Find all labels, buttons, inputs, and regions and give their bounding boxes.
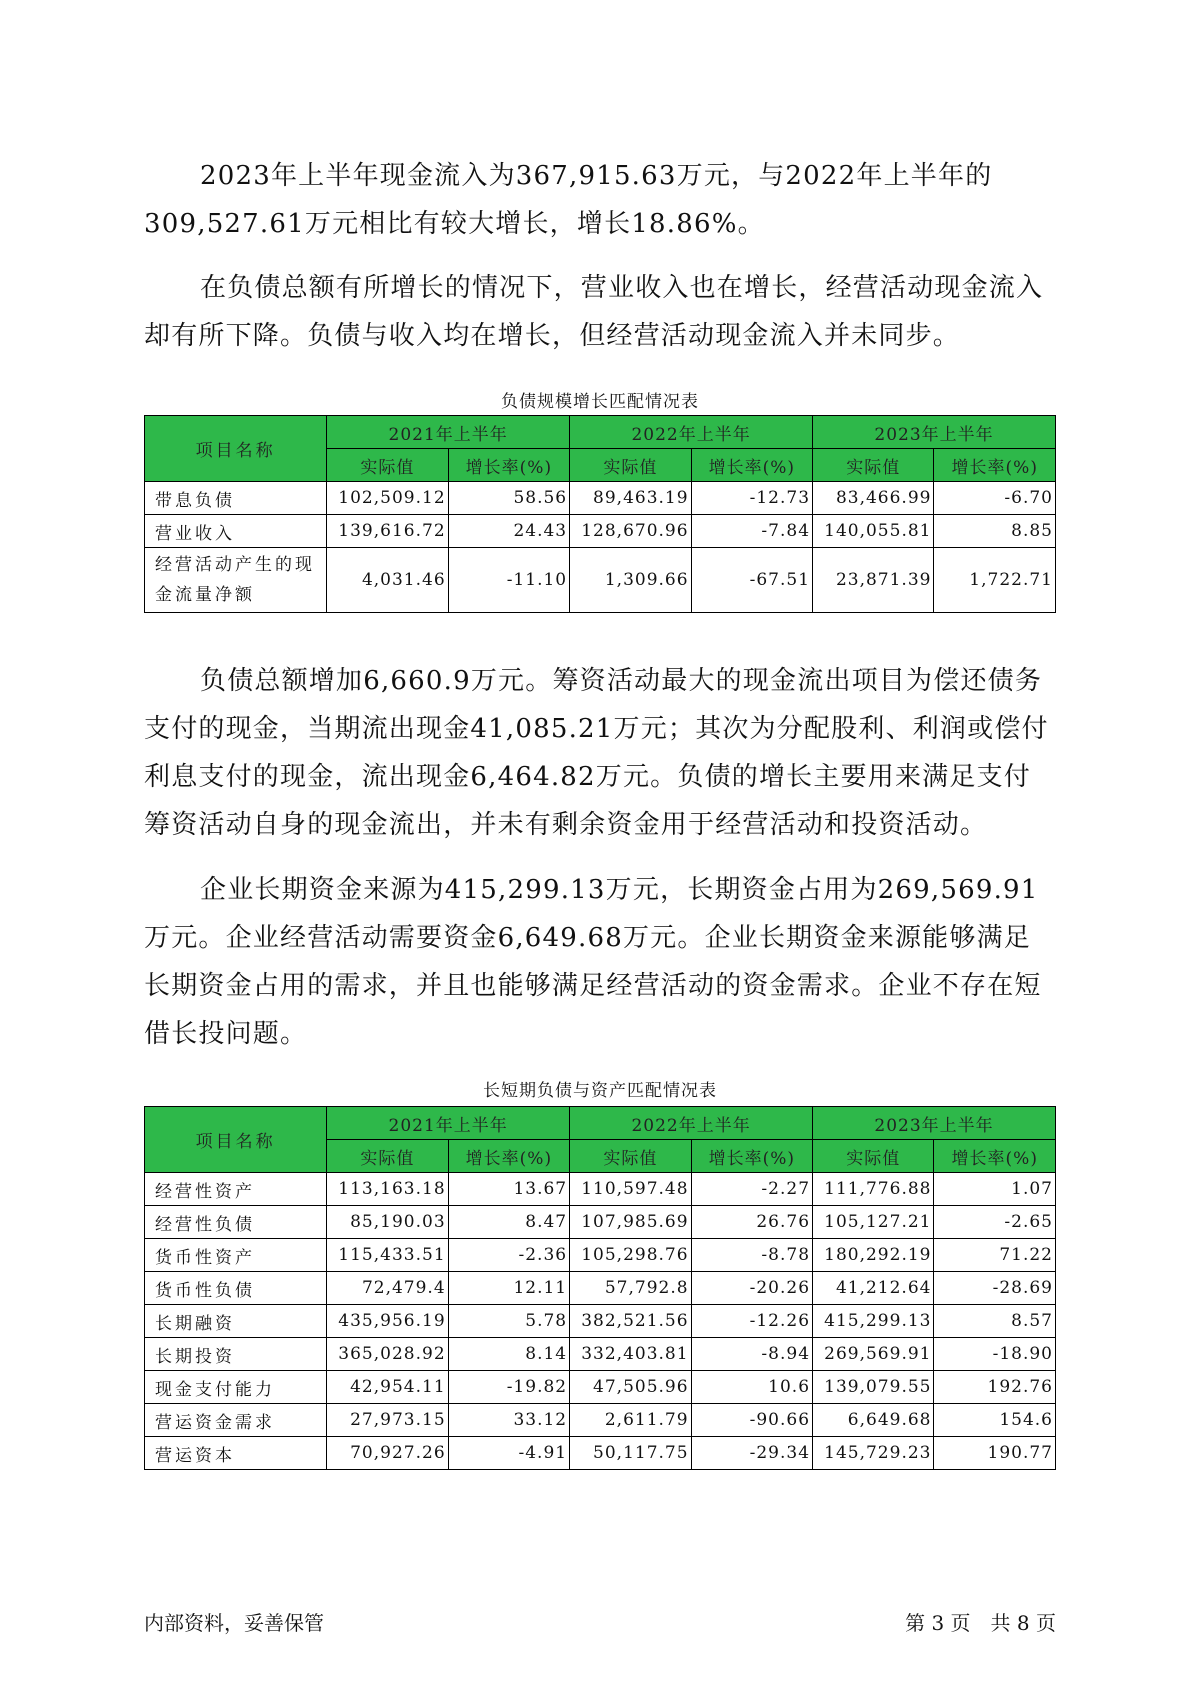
table1-caption: 负债规模增长匹配情况表 [501,392,699,412]
table-row [145,1173,1056,1206]
header-growth: 增长率(%) [448,1140,569,1173]
row-name: 带息负债 [145,482,327,515]
cell-value: -6.70 [934,482,1056,515]
header-year: 2021年上半年 [327,1107,570,1140]
cell-value: 70,927.26 [327,1437,448,1470]
paragraph-liability-revenue: 在负债总额有所增长的情况下，营业收入也在增长，经营活动现金流入却有所下降。负债与收入均在增长，但经营活动现金流入并未同步。 [144,273,1044,351]
cell-value: 140,055.81 [813,515,934,548]
cell-value: 41,212.64 [813,1272,934,1305]
cell-value: 415,299.13 [813,1305,934,1338]
header-actual: 实际值 [327,449,448,482]
cell-value: 24.43 [448,515,569,548]
cell-value: -11.10 [448,548,569,613]
cell-value: 71.22 [934,1239,1056,1272]
cell-value: 58.56 [448,482,569,515]
cell-value: 23,871.39 [813,548,934,613]
header-growth: 增长率(%) [448,449,569,482]
header-item-name: 项目名称 [145,1107,327,1173]
cell-value: -29.34 [691,1437,812,1470]
header-year: 2022年上半年 [570,1107,813,1140]
paragraph-cash-inflow: 2023年上半年现金流入为367,915.63万元，与2022年上半年的309,527.61万元相比有较大增长，增长18.86%。 [144,161,993,239]
cell-value: 107,985.69 [570,1206,691,1239]
cell-value: 128,670.96 [570,515,691,548]
cell-value: 1,309.66 [570,548,691,613]
cell-value: 435,956.19 [327,1305,448,1338]
cell-value: 105,298.76 [570,1239,691,1272]
cell-value: 27,973.15 [327,1404,448,1437]
liability-asset-match-table [144,1106,1056,1470]
cell-value: 33.12 [448,1404,569,1437]
cell-value: 113,163.18 [327,1173,448,1206]
cell-value: 4,031.46 [327,548,448,613]
cell-value: -2.36 [448,1239,569,1272]
header-actual: 实际值 [813,1140,934,1173]
table-row [145,515,1056,548]
cell-value: -8.78 [691,1239,812,1272]
cell-value: 72,479.4 [327,1272,448,1305]
cell-value: -7.84 [691,515,812,548]
row-name: 经营活动产生的现金流量净额 [145,548,327,613]
header-growth: 增长率(%) [934,1140,1056,1173]
cell-value: 145,729.23 [813,1437,934,1470]
header-growth: 增长率(%) [691,449,812,482]
cell-value: 382,521.56 [570,1305,691,1338]
table-row [145,1239,1056,1272]
row-name: 营运资金需求 [145,1404,327,1437]
cell-value: 365,028.92 [327,1338,448,1371]
cell-value: 269,569.91 [813,1338,934,1371]
table-row [145,1404,1056,1437]
cell-value: 85,190.03 [327,1206,448,1239]
cell-value: -2.65 [934,1206,1056,1239]
cell-value: 47,505.96 [570,1371,691,1404]
table-row [145,1272,1056,1305]
table2-caption: 长短期负债与资产匹配情况表 [483,1081,717,1101]
row-name: 货币性负债 [145,1272,327,1305]
row-name: 营运资本 [145,1437,327,1470]
row-name: 货币性资产 [145,1239,327,1272]
header-growth: 增长率(%) [691,1140,812,1173]
row-name: 现金支付能力 [145,1371,327,1404]
header-year: 2021年上半年 [327,416,570,449]
header-year: 2023年上半年 [813,1107,1056,1140]
paragraph-long-term-funds: 企业长期资金来源为415,299.13万元，长期资金占用为269,569.91万元。企业经营活动需要资金6,649.68万元。企业长期资金来源能够满足长期资金占用的需求，并且也能够满足经营活动的资金需求。企业不存在短借长投问题。 [144,875,1042,1049]
cell-value: 13.67 [448,1173,569,1206]
cell-value: -12.26 [691,1305,812,1338]
row-name: 营业收入 [145,515,327,548]
cell-value: -20.26 [691,1272,812,1305]
cell-value: 50,117.75 [570,1437,691,1470]
paragraph-liability-increase: 负债总额增加6,660.9万元。筹资活动最大的现金流出项目为偿还债务支付的现金，当期流出现金41,085.21万元；其次为分配股利、利润或偿付利息支付的现金，流出现金6,464.82万元。负债的增长主要用来满足支付筹资活动自身的现金流出，并未有剩余资金用于经营活动和投资活动。 [144,666,1049,840]
cell-value: 102,509.12 [327,482,448,515]
cell-value: 139,616.72 [327,515,448,548]
header-year: 2022年上半年 [570,416,813,449]
cell-value: 1,722.71 [934,548,1056,613]
header-actual: 实际值 [813,449,934,482]
cell-value: 1.07 [934,1173,1056,1206]
cell-value: 332,403.81 [570,1338,691,1371]
cell-value: 2,611.79 [570,1404,691,1437]
cell-value: 180,292.19 [813,1239,934,1272]
liability-growth-table [144,415,1056,613]
header-actual: 实际值 [327,1140,448,1173]
row-name: 长期投资 [145,1338,327,1371]
cell-value: 111,776.88 [813,1173,934,1206]
header-year: 2023年上半年 [813,416,1056,449]
table-row [145,1437,1056,1470]
cell-value: -67.51 [691,548,812,613]
footer-confidential-note: 内部资料，妥善保管 [144,1611,324,1635]
cell-value: -12.73 [691,482,812,515]
cell-value: -2.27 [691,1173,812,1206]
cell-value: 26.76 [691,1206,812,1239]
cell-value: -90.66 [691,1404,812,1437]
cell-value: -4.91 [448,1437,569,1470]
cell-value: 5.78 [448,1305,569,1338]
cell-value: 8.85 [934,515,1056,548]
cell-value: -8.94 [691,1338,812,1371]
table-row [145,548,1056,613]
footer-page-number: 第 3 页 共 8 页 [905,1611,1056,1635]
header-actual: 实际值 [570,449,691,482]
cell-value: 83,466.99 [813,482,934,515]
cell-value: 10.6 [691,1371,812,1404]
cell-value: 154.6 [934,1404,1056,1437]
header-growth: 增长率(%) [934,449,1056,482]
table-row [145,1338,1056,1371]
cell-value: 190.77 [934,1437,1056,1470]
cell-value: 89,463.19 [570,482,691,515]
cell-value: 12.11 [448,1272,569,1305]
cell-value: 42,954.11 [327,1371,448,1404]
cell-value: 57,792.8 [570,1272,691,1305]
table-row [145,482,1056,515]
cell-value: 6,649.68 [813,1404,934,1437]
header-actual: 实际值 [570,1140,691,1173]
cell-value: 110,597.48 [570,1173,691,1206]
header-item-name: 项目名称 [145,416,327,482]
cell-value: 105,127.21 [813,1206,934,1239]
row-name: 长期融资 [145,1305,327,1338]
table-row [145,1305,1056,1338]
row-name: 经营性资产 [145,1173,327,1206]
row-name: 经营性负债 [145,1206,327,1239]
cell-value: -28.69 [934,1272,1056,1305]
cell-value: 8.57 [934,1305,1056,1338]
table-row [145,1206,1056,1239]
cell-value: 115,433.51 [327,1239,448,1272]
cell-value: 192.76 [934,1371,1056,1404]
cell-value: -18.90 [934,1338,1056,1371]
cell-value: 8.14 [448,1338,569,1371]
cell-value: -19.82 [448,1371,569,1404]
table-row [145,1371,1056,1404]
cell-value: 139,079.55 [813,1371,934,1404]
cell-value: 8.47 [448,1206,569,1239]
